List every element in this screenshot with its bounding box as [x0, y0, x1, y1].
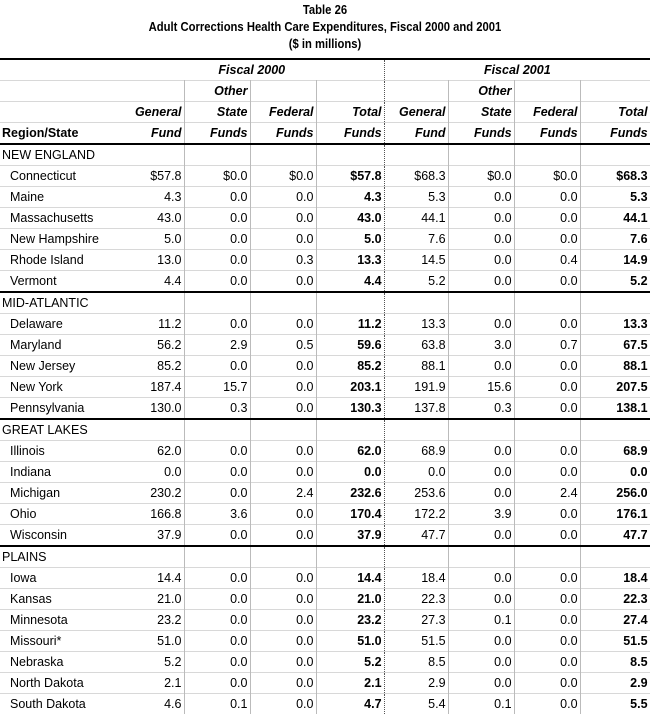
total-funds-cell: 4.7 — [316, 694, 384, 714]
total-funds-cell: 232.6 — [316, 483, 384, 504]
value-cell: 0.0 — [184, 250, 250, 271]
value-cell: 3.0 — [448, 335, 514, 356]
table-row — [0, 462, 650, 483]
total-funds-cell: 5.2 — [316, 652, 384, 673]
state-name: Iowa — [0, 568, 120, 589]
value-cell: 0.0 — [514, 652, 580, 673]
value-cell: 0.0 — [448, 208, 514, 229]
fiscal-2001-header: Fiscal 2001 — [384, 59, 650, 81]
state-name: New Jersey — [0, 356, 120, 377]
value-cell: 0.0 — [184, 208, 250, 229]
total-funds-cell: 138.1 — [580, 398, 650, 420]
value-cell: 191.9 — [384, 377, 448, 398]
total-funds-cell: 11.2 — [316, 314, 384, 335]
state-name: Minnesota — [0, 610, 120, 631]
value-cell: 253.6 — [384, 483, 448, 504]
state-name: South Dakota — [0, 694, 120, 714]
value-cell: 2.4 — [514, 483, 580, 504]
value-cell: 0.0 — [250, 208, 316, 229]
value-cell: 5.0 — [120, 229, 184, 250]
value-cell: 68.9 — [384, 441, 448, 462]
region-name: GREAT LAKES — [0, 419, 120, 441]
value-cell: 21.0 — [120, 589, 184, 610]
fiscal-2000-header: Fiscal 2000 — [120, 59, 384, 81]
value-cell: 85.2 — [120, 356, 184, 377]
total-funds-cell: 2.9 — [580, 673, 650, 694]
value-cell: 18.4 — [384, 568, 448, 589]
total-funds-cell: 130.3 — [316, 398, 384, 420]
column-header-cell — [316, 81, 384, 102]
value-cell: 0.0 — [448, 652, 514, 673]
column-header-cell: Total — [580, 102, 650, 123]
value-cell: 0.0 — [184, 462, 250, 483]
total-funds-cell: 37.9 — [316, 525, 384, 547]
column-header-cell: Funds — [184, 123, 250, 145]
value-cell: 0.0 — [184, 525, 250, 547]
value-cell: 0.0 — [250, 652, 316, 673]
column-header-cell: Funds — [448, 123, 514, 145]
value-cell: 0.0 — [250, 187, 316, 208]
value-cell: 8.5 — [384, 652, 448, 673]
value-cell: 0.0 — [184, 673, 250, 694]
value-cell: 37.9 — [120, 525, 184, 547]
total-funds-cell: 67.5 — [580, 335, 650, 356]
column-header-cell: Federal — [250, 102, 316, 123]
state-name: New Hampshire — [0, 229, 120, 250]
value-cell: 0.0 — [514, 462, 580, 483]
value-cell: 0.1 — [184, 694, 250, 714]
value-cell: 13.3 — [384, 314, 448, 335]
total-funds-cell: 5.5 — [580, 694, 650, 714]
column-header-row-2 — [0, 102, 650, 123]
expenditures-table — [0, 58, 650, 714]
table-units: ($ in millions) — [33, 36, 618, 53]
value-cell: 0.0 — [184, 441, 250, 462]
value-cell: 0.0 — [250, 589, 316, 610]
state-name: Illinois — [0, 441, 120, 462]
value-cell: 0.0 — [448, 589, 514, 610]
value-cell: 0.0 — [184, 652, 250, 673]
column-header-cell — [580, 81, 650, 102]
value-cell: 0.0 — [250, 462, 316, 483]
value-cell: 0.0 — [514, 356, 580, 377]
total-funds-cell: 43.0 — [316, 208, 384, 229]
column-header-cell: General — [384, 102, 448, 123]
total-funds-cell: 13.3 — [316, 250, 384, 271]
value-cell: 43.0 — [120, 208, 184, 229]
value-cell: 0.0 — [184, 271, 250, 293]
total-funds-cell: 0.0 — [316, 462, 384, 483]
value-cell: 0.0 — [250, 377, 316, 398]
value-cell: 0.0 — [250, 694, 316, 714]
value-cell: 51.0 — [120, 631, 184, 652]
column-header-cell: Funds — [580, 123, 650, 145]
value-cell: 0.0 — [448, 271, 514, 293]
column-header-cell — [120, 81, 184, 102]
value-cell: 0.0 — [448, 229, 514, 250]
table-row — [0, 250, 650, 271]
value-cell: 0.0 — [184, 631, 250, 652]
table-row — [0, 589, 650, 610]
value-cell: 0.0 — [514, 377, 580, 398]
value-cell: 0.0 — [250, 610, 316, 631]
table-row — [0, 356, 650, 377]
value-cell: 0.0 — [184, 229, 250, 250]
value-cell: 0.0 — [448, 441, 514, 462]
table-row — [0, 314, 650, 335]
value-cell: 0.0 — [514, 631, 580, 652]
value-cell: 0.7 — [514, 335, 580, 356]
value-cell: 0.0 — [184, 589, 250, 610]
value-cell: 0.0 — [250, 314, 316, 335]
value-cell: 0.0 — [250, 631, 316, 652]
value-cell: 15.7 — [184, 377, 250, 398]
value-cell: 0.0 — [514, 673, 580, 694]
state-name: New York — [0, 377, 120, 398]
table-row — [0, 525, 650, 547]
value-cell: 62.0 — [120, 441, 184, 462]
state-name: Wisconsin — [0, 525, 120, 547]
total-funds-cell: 59.6 — [316, 335, 384, 356]
value-cell: 14.4 — [120, 568, 184, 589]
table-row — [0, 229, 650, 250]
value-cell: 2.9 — [384, 673, 448, 694]
value-cell: 0.0 — [514, 187, 580, 208]
value-cell: 0.0 — [514, 441, 580, 462]
total-funds-cell: 13.3 — [580, 314, 650, 335]
value-cell: 0.0 — [184, 568, 250, 589]
value-cell: 0.0 — [184, 356, 250, 377]
region-name: NEW ENGLAND — [0, 144, 120, 166]
value-cell: $0.0 — [250, 166, 316, 187]
total-funds-cell: $57.8 — [316, 166, 384, 187]
value-cell: 0.0 — [120, 462, 184, 483]
value-cell: 27.3 — [384, 610, 448, 631]
value-cell: 0.0 — [184, 610, 250, 631]
fiscal-year-header-row — [0, 59, 650, 81]
total-funds-cell: 47.7 — [580, 525, 650, 547]
total-funds-cell: 51.5 — [580, 631, 650, 652]
total-funds-cell: 2.1 — [316, 673, 384, 694]
value-cell: 0.0 — [514, 208, 580, 229]
value-cell: 0.0 — [184, 483, 250, 504]
column-header-cell: Funds — [250, 123, 316, 145]
value-cell: 0.0 — [514, 525, 580, 547]
value-cell: 22.3 — [384, 589, 448, 610]
value-cell: 0.3 — [250, 250, 316, 271]
value-cell: 14.5 — [384, 250, 448, 271]
total-funds-cell: 62.0 — [316, 441, 384, 462]
table-title-block — [33, 0, 618, 58]
total-funds-cell: 44.1 — [580, 208, 650, 229]
value-cell: 230.2 — [120, 483, 184, 504]
value-cell: 3.9 — [448, 504, 514, 525]
value-cell: 0.0 — [184, 187, 250, 208]
state-name: Pennsylvania — [0, 398, 120, 420]
table-row — [0, 504, 650, 525]
table-row — [0, 208, 650, 229]
table-title: Adult Corrections Health Care Expenditures, Fiscal 2000 and 2001 — [33, 19, 618, 36]
value-cell: 2.1 — [120, 673, 184, 694]
total-funds-cell: 5.3 — [580, 187, 650, 208]
value-cell: 13.0 — [120, 250, 184, 271]
value-cell: 0.0 — [448, 250, 514, 271]
total-funds-cell: 88.1 — [580, 356, 650, 377]
total-funds-cell: 176.1 — [580, 504, 650, 525]
value-cell: $0.0 — [448, 166, 514, 187]
value-cell: 0.0 — [514, 610, 580, 631]
value-cell: 3.6 — [184, 504, 250, 525]
state-name: Indiana — [0, 462, 120, 483]
table-row — [0, 631, 650, 652]
column-header-cell: Fund — [384, 123, 448, 145]
value-cell: 0.0 — [250, 229, 316, 250]
value-cell: 0.0 — [448, 631, 514, 652]
table-row — [0, 673, 650, 694]
value-cell: 47.7 — [384, 525, 448, 547]
state-name: Nebraska — [0, 652, 120, 673]
value-cell: 0.0 — [250, 271, 316, 293]
total-funds-cell: 4.4 — [316, 271, 384, 293]
state-name: Massachusetts — [0, 208, 120, 229]
table-row — [0, 652, 650, 673]
region-header-row — [0, 546, 650, 568]
state-name: Vermont — [0, 271, 120, 293]
region-name: MID-ATLANTIC — [0, 292, 120, 314]
column-header-cell: Other — [448, 81, 514, 102]
value-cell: 0.0 — [250, 398, 316, 420]
value-cell: 0.0 — [448, 356, 514, 377]
state-name: Maine — [0, 187, 120, 208]
column-header-cell — [514, 81, 580, 102]
total-funds-cell: 4.3 — [316, 187, 384, 208]
total-funds-cell: 22.3 — [580, 589, 650, 610]
value-cell: 5.2 — [384, 271, 448, 293]
value-cell: 0.5 — [250, 335, 316, 356]
value-cell: 0.0 — [514, 314, 580, 335]
value-cell: 0.1 — [448, 694, 514, 714]
value-cell: 4.6 — [120, 694, 184, 714]
total-funds-cell: 0.0 — [580, 462, 650, 483]
value-cell: 0.0 — [184, 314, 250, 335]
value-cell: $0.0 — [184, 166, 250, 187]
value-cell: 187.4 — [120, 377, 184, 398]
value-cell: 7.6 — [384, 229, 448, 250]
value-cell: 0.0 — [514, 589, 580, 610]
value-cell: 0.3 — [184, 398, 250, 420]
state-name: Ohio — [0, 504, 120, 525]
column-header-cell: Federal — [514, 102, 580, 123]
total-funds-cell: 256.0 — [580, 483, 650, 504]
region-state-header: Region/State — [0, 123, 120, 145]
total-funds-cell: 8.5 — [580, 652, 650, 673]
value-cell: 11.2 — [120, 314, 184, 335]
value-cell: 0.0 — [250, 673, 316, 694]
column-header-cell: General — [120, 102, 184, 123]
table-row — [0, 271, 650, 293]
total-funds-cell: 23.2 — [316, 610, 384, 631]
table-row — [0, 398, 650, 420]
column-header-cell: Fund — [120, 123, 184, 145]
value-cell: 0.0 — [448, 483, 514, 504]
value-cell: 44.1 — [384, 208, 448, 229]
value-cell: 5.3 — [384, 187, 448, 208]
value-cell: 137.8 — [384, 398, 448, 420]
value-cell: 0.0 — [448, 314, 514, 335]
state-name: Maryland — [0, 335, 120, 356]
value-cell: 0.0 — [448, 568, 514, 589]
value-cell: 0.0 — [250, 441, 316, 462]
total-funds-cell: 170.4 — [316, 504, 384, 525]
value-cell: $0.0 — [514, 166, 580, 187]
total-funds-cell: 21.0 — [316, 589, 384, 610]
column-header-cell: Total — [316, 102, 384, 123]
value-cell: 15.6 — [448, 377, 514, 398]
state-name: Missouri* — [0, 631, 120, 652]
table-row — [0, 483, 650, 504]
column-header-cell: Funds — [514, 123, 580, 145]
total-funds-cell: 7.6 — [580, 229, 650, 250]
value-cell: 0.0 — [250, 525, 316, 547]
value-cell: $57.8 — [120, 166, 184, 187]
value-cell: $68.3 — [384, 166, 448, 187]
value-cell: 5.2 — [120, 652, 184, 673]
total-funds-cell: 51.0 — [316, 631, 384, 652]
value-cell: 166.8 — [120, 504, 184, 525]
table-row — [0, 568, 650, 589]
value-cell: 130.0 — [120, 398, 184, 420]
total-funds-cell: 27.4 — [580, 610, 650, 631]
value-cell: 0.0 — [448, 525, 514, 547]
value-cell: 88.1 — [384, 356, 448, 377]
value-cell: 0.0 — [514, 271, 580, 293]
table-row — [0, 187, 650, 208]
total-funds-cell: 85.2 — [316, 356, 384, 377]
table-row — [0, 441, 650, 462]
value-cell: 0.0 — [514, 504, 580, 525]
table-row — [0, 694, 650, 714]
value-cell: 0.0 — [250, 568, 316, 589]
total-funds-cell: 207.5 — [580, 377, 650, 398]
value-cell: 0.0 — [448, 187, 514, 208]
column-header-cell: State — [184, 102, 250, 123]
value-cell: 0.0 — [448, 673, 514, 694]
state-name: Connecticut — [0, 166, 120, 187]
value-cell: 0.0 — [514, 568, 580, 589]
value-cell: 5.4 — [384, 694, 448, 714]
value-cell: 23.2 — [120, 610, 184, 631]
total-funds-cell: 68.9 — [580, 441, 650, 462]
value-cell: 0.0 — [384, 462, 448, 483]
value-cell: 2.4 — [250, 483, 316, 504]
column-header-row-3 — [0, 123, 650, 145]
value-cell: 63.8 — [384, 335, 448, 356]
column-header-cell — [384, 81, 448, 102]
value-cell: 0.0 — [514, 694, 580, 714]
value-cell: 0.0 — [250, 356, 316, 377]
column-header-row-1 — [0, 81, 650, 102]
column-header-cell: Other — [184, 81, 250, 102]
total-funds-cell: 18.4 — [580, 568, 650, 589]
state-name: Kansas — [0, 589, 120, 610]
total-funds-cell: 14.4 — [316, 568, 384, 589]
total-funds-cell: 5.0 — [316, 229, 384, 250]
value-cell: 172.2 — [384, 504, 448, 525]
table-row — [0, 166, 650, 187]
table-row — [0, 335, 650, 356]
table-number: Table 26 — [33, 2, 618, 19]
table-row — [0, 377, 650, 398]
table-row — [0, 610, 650, 631]
value-cell: 0.0 — [514, 398, 580, 420]
region-header-row — [0, 292, 650, 314]
state-name: Delaware — [0, 314, 120, 335]
value-cell: 56.2 — [120, 335, 184, 356]
value-cell: 4.4 — [120, 271, 184, 293]
column-header-cell: State — [448, 102, 514, 123]
region-header-row — [0, 419, 650, 441]
value-cell: 0.4 — [514, 250, 580, 271]
total-funds-cell: 5.2 — [580, 271, 650, 293]
region-name: PLAINS — [0, 546, 120, 568]
state-name: Rhode Island — [0, 250, 120, 271]
value-cell: 0.0 — [514, 229, 580, 250]
state-name: Michigan — [0, 483, 120, 504]
total-funds-cell: 14.9 — [580, 250, 650, 271]
state-name: North Dakota — [0, 673, 120, 694]
value-cell: 0.0 — [448, 462, 514, 483]
value-cell: 0.3 — [448, 398, 514, 420]
value-cell: 0.0 — [250, 504, 316, 525]
total-funds-cell: 203.1 — [316, 377, 384, 398]
value-cell: 51.5 — [384, 631, 448, 652]
column-header-cell: Funds — [316, 123, 384, 145]
total-funds-cell: $68.3 — [580, 166, 650, 187]
value-cell: 0.1 — [448, 610, 514, 631]
column-header-cell — [250, 81, 316, 102]
value-cell: 2.9 — [184, 335, 250, 356]
region-header-row — [0, 144, 650, 166]
value-cell: 4.3 — [120, 187, 184, 208]
